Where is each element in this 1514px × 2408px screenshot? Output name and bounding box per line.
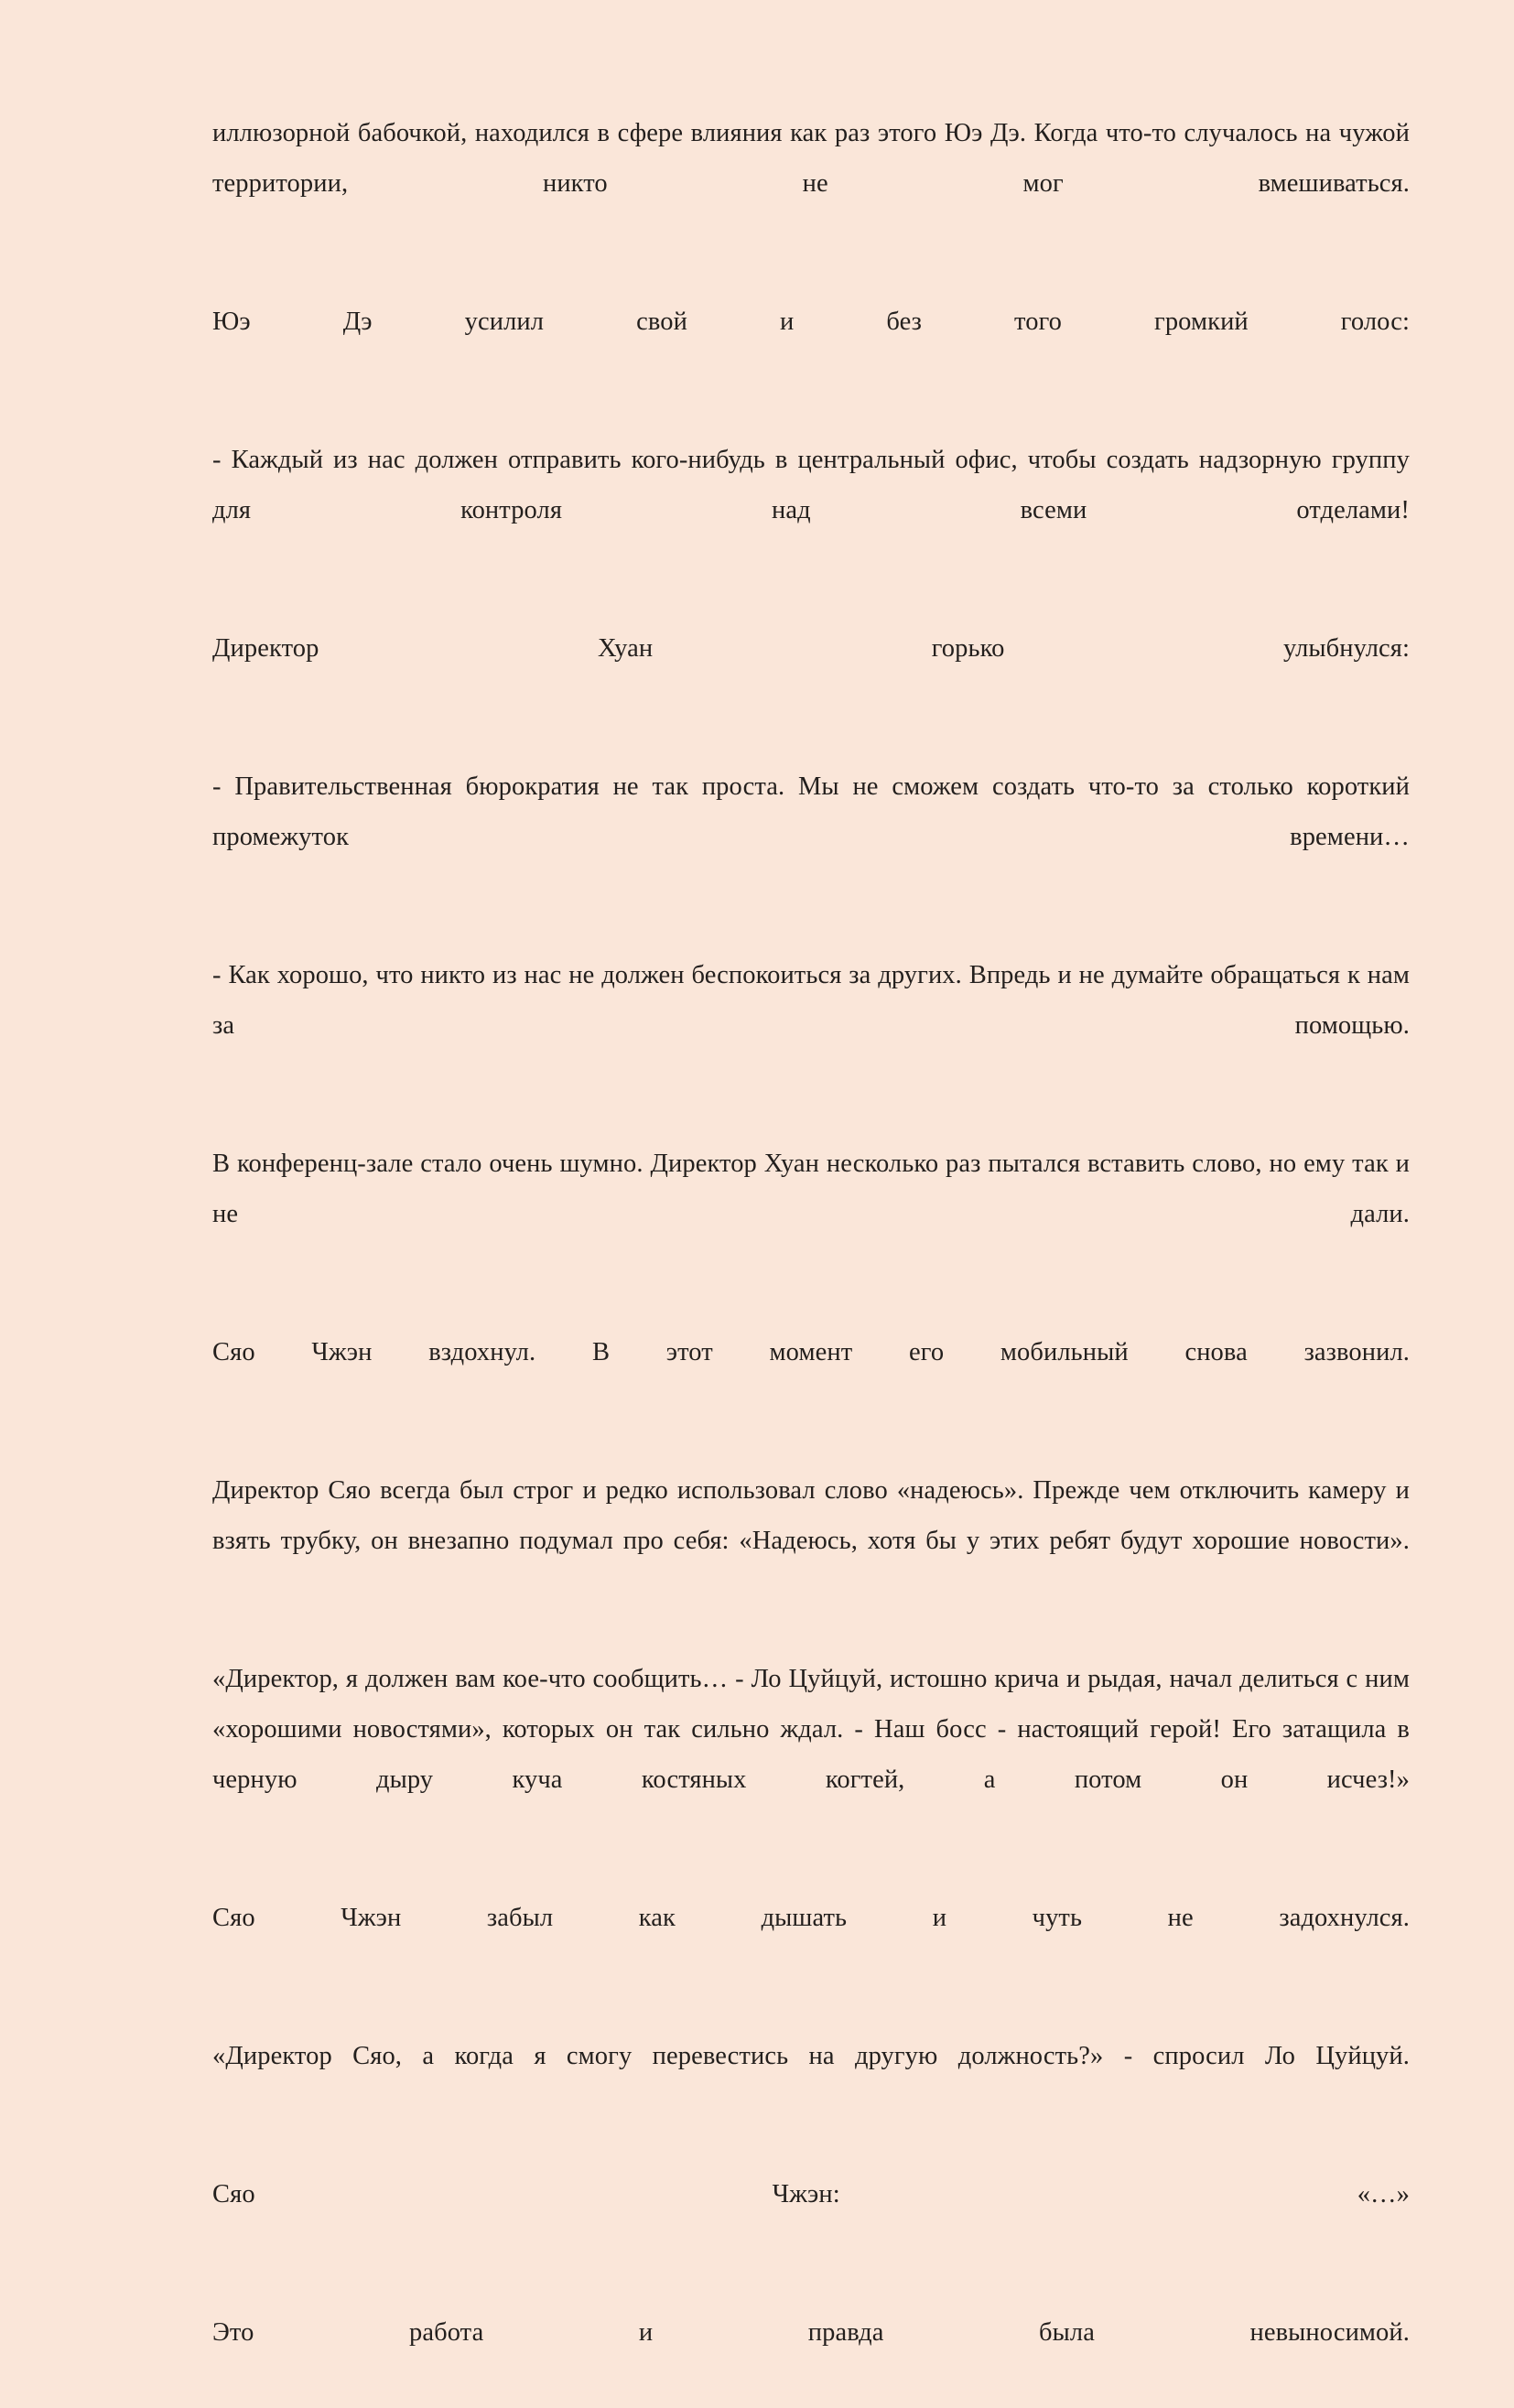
document-body bbox=[212, 108, 1410, 2408]
paragraph: - Каждый из нас должен отправить кого-нибудь в центральный офис, чтобы создать надзорную группу для контроля над всеми отделами! bbox=[212, 446, 1410, 524]
paragraph: Сяо Чжэн забыл как дышать и чуть не задохнулся. bbox=[212, 1904, 1410, 1932]
paragraph: иллюзорной бабочкой, находился в сфере влияния как раз этого Юэ Дэ. Когда что-то случалось на чужой территории, никто не мог вмешиваться. bbox=[212, 119, 1410, 198]
paragraph: Директор Сяо всегда был строг и редко использовал слово «надеюсь». Прежде чем отключить камеру и взять трубку, он внезапно подумал про себя: «Надеюсь, хотя бы у этих ребят будут хорошие новости». bbox=[212, 1476, 1410, 1555]
paragraph: - Правительственная бюрократия не так проста. Мы не сможем создать что-то за столько короткий промежуток времени… bbox=[212, 772, 1410, 851]
paragraph: «Директор, я должен вам кое-что сообщить… - Ло Цуйцуй, истошно крича и рыдая, начал делиться с ним «хорошими новостями», которых он так сильно ждал. - Наш босс - настоящий герой! Его затащила в черную дыру куча костяных когтей, а потом он исчез!» bbox=[212, 1665, 1410, 1794]
paragraph: Это работа и правда была невыносимой. bbox=[212, 2318, 1410, 2347]
paragraph: «Директор Сяо, а когда я смогу перевестись на другую должность?» - спросил Ло Цуйцуй. bbox=[212, 2042, 1410, 2070]
paragraph: - Как хорошо, что никто из нас не должен беспокоиться за других. Впредь и не думайте обращаться к нам за помощью. bbox=[212, 961, 1410, 1040]
paragraph: Сяо Чжэн: «…» bbox=[212, 2180, 1410, 2208]
paragraph: Сяо Чжэн вздохнул. В этот момент его мобильный снова зазвонил. bbox=[212, 1338, 1410, 1366]
paragraph: В конференц-зале стало очень шумно. Директор Хуан несколько раз пытался вставить слово, но ему так и не дали. bbox=[212, 1150, 1410, 1228]
paragraph: Юэ Дэ усилил свой и без того громкий голос: bbox=[212, 308, 1410, 336]
paragraph: Директор Хуан горько улыбнулся: bbox=[212, 634, 1410, 663]
